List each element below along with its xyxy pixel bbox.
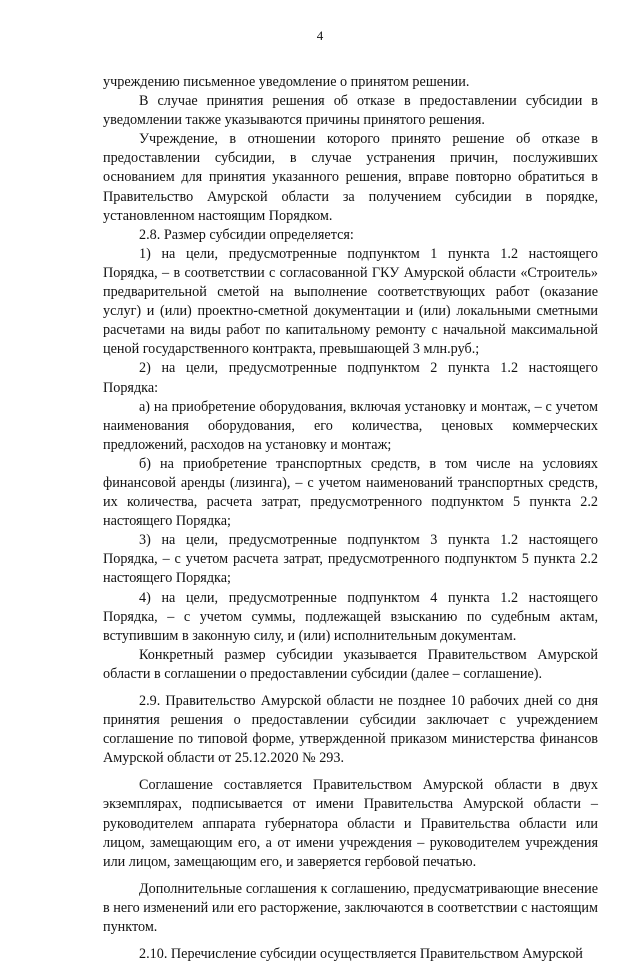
document-body [103, 73, 598, 964]
paragraph-agreement: Соглашение составляется Правительством Амурской области в двух экземплярах, подписывается от имени Правительства Амурской области – руководителем аппарата губернатора области и Правительства области или лицом, замещающим его, а от имени учреждения – руководителем учреждения или лицом, замещающим его, и заверяется гербовой печатью. [103, 777, 598, 870]
paragraph-2-9: 2.9. Правительство Амурской области не позднее 10 рабочих дней со дня принятия решения о предоставлении субсидии заключает с учреждением соглашение по типовой форме, утвержденной приказом министерства финансов Амурской области от 25.12.2020 № 293. [103, 693, 598, 767]
paragraph-2-8-item-2: 2) на цели, предусмотренные подпунктом 2 пункта 1.2 настоящего Порядка: [103, 360, 598, 396]
paragraph-2-8-item-2a: а) на приобретение оборудования, включая установку и монтаж, – с учетом наименования оборудования, его количества, ценовых коммерческих предложений, расходов на установку и монтаж; [103, 398, 598, 453]
paragraph-2-8-item-4: 4) на цели, предусмотренные подпунктом 4 пункта 1.2 настоящего Порядка, – с учетом суммы, подлежащей взысканию по судебным актам, вступившим в законную силу, и (или) исполнительным документам. [103, 589, 598, 644]
paragraph-reapplication: Учреждение, в отношении которого принято решение об отказе в предоставлении субсидии, в случае устранения причин, послуживших основанием для принятия указанного решения, вправе повторно обратиться в Правительство Амурской области за получением субсидии в порядке, установленном настоящим Порядком. [103, 131, 598, 224]
paragraph-subsidy-amount: Конкретный размер субсидии указывается Правительством Амурской области в соглашении о предоставлении субсидии (далее – соглашение). [103, 646, 598, 682]
paragraph-refusal-notice: В случае принятия решения об отказе в предоставлении субсидии в уведомлении также указываются причины принятого решения. [103, 93, 598, 129]
paragraph-2-8-item-2b: б) на приобретение транспортных средств, в том числе на условиях финансовой аренды (лизинга), – с учетом наименований транспортных средств, их количества, расчета затрат, предусмотренного подпунктом 5 пункта 2.2 настоящего Порядка; [103, 455, 598, 530]
paragraph-2-8-item-3: 3) на цели, предусмотренные подпунктом 3 пункта 1.2 настоящего Порядка, – с учетом расчета затрат, предусмотренного подпунктом 5 пункта 2.2 настоящего Порядка; [103, 532, 598, 587]
paragraph-2-8-heading: 2.8. Размер субсидии определяется: [139, 226, 354, 243]
paragraph-additional-agreements: Дополнительные соглашения к соглашению, предусматривающие внесение в него изменений или его расторжение, заключаются в соответствии с настоящим пунктом. [103, 880, 598, 936]
paragraph-2-8-item-1: 1) на цели, предусмотренные подпунктом 1 пункта 1.2 настоящего Порядка, – в соответствии с согласованной ГКУ Амурской области «Строитель» предварительной сметой на выполнение соответствующих работ (оказание услуг) и (или) проектно-сметной документации и (или) локальными сметными расчетами на виды работ по капитальному ремонту с начальной максимальной ценой государственного контракта, превышающей 3 млн.руб.; [103, 245, 598, 358]
paragraph-2-10: 2.10. Перечисление субсидии осуществляется Правительством Амурской [139, 946, 583, 963]
paragraph-continuation: учреждению письменное уведомление о принятом решении. [103, 74, 470, 90]
page-number: 4 [316, 28, 324, 43]
